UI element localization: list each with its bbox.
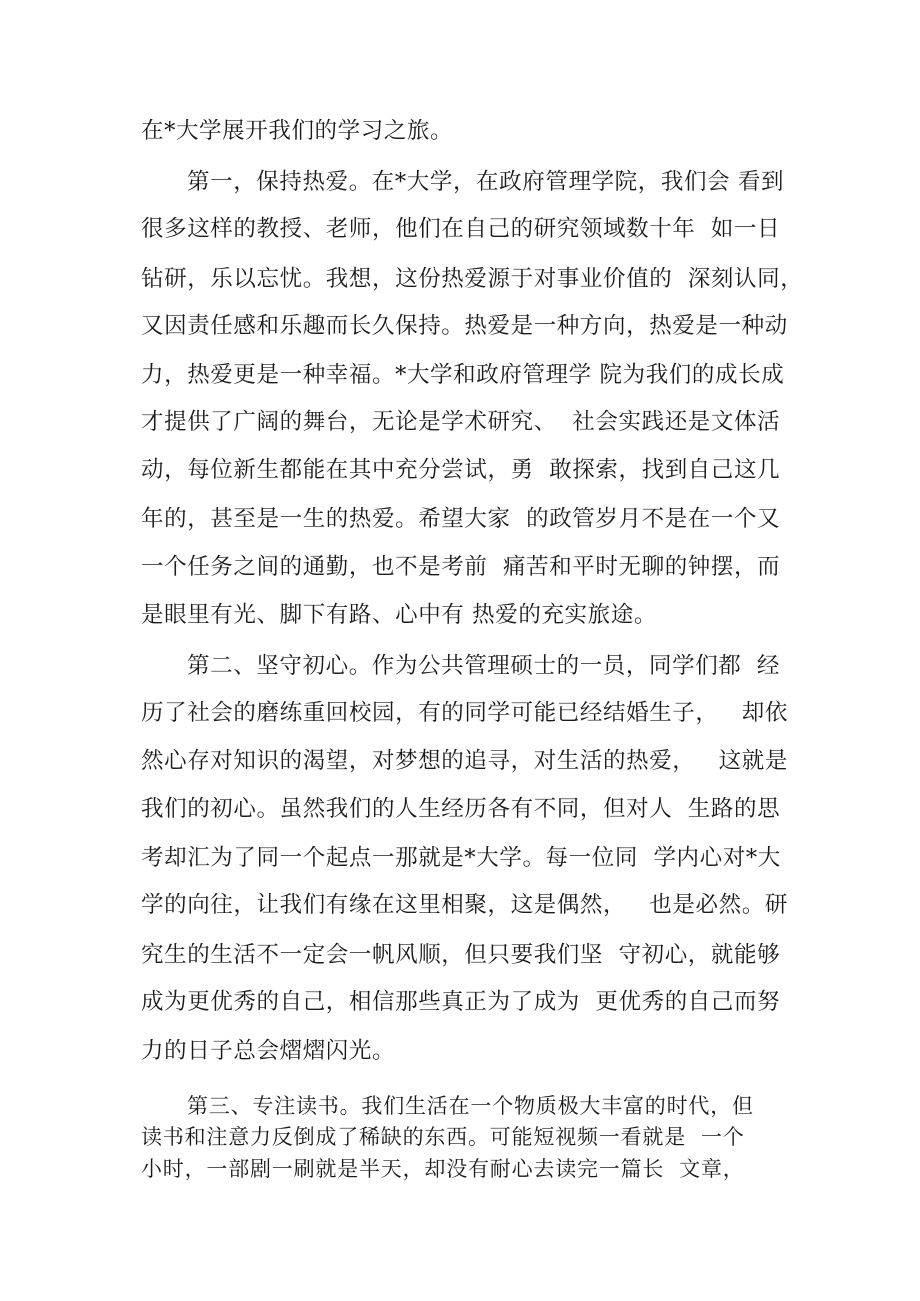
paragraph-1-first-line: 第一，保持热爱。在*大学，在政府管理学院，我们会 看到	[187, 169, 785, 195]
text-line: 又因责任感和乐趣而长久保持。热爱是一种方向，热爱是一种动	[141, 313, 788, 339]
text-line: 钻研，乐以忘忧。我想，这份热爱源于对事业价值的 深刻认同，	[141, 266, 804, 292]
text-line: 力，热爱更是一种幸福。*大学和政府管理学 院为我们的成长成	[141, 362, 785, 388]
text-line: 是眼里有光、脚下有路、心中有 热爱的充实旅途。	[141, 602, 657, 628]
text-line: 才提供了广阔的舞台，无论是学术研究、 社会实践还是文体活	[141, 409, 781, 435]
text-line: 我们的初心。虽然我们的人生经历各有不同，但对人 生路的思	[141, 796, 781, 822]
text-line: 一个任务之间的通勤，也不是考前 痛苦和平时无聊的钟摆，而	[141, 554, 781, 580]
text-line: 然心存对知识的渴望，对梦想的追寻，对生活的热爱， 这就是	[141, 748, 788, 774]
text-line: 小时，一部剧一刷就是半天，却没有耐心去读完一篇长 文章，	[141, 1157, 745, 1181]
text-line: 学的向往，让我们有缘在这里相聚，这是偶然， 也是必然。研	[141, 892, 788, 918]
text-line: 究生的生活不一定会一帆风顺，但只要我们坚 守初心，就能够	[141, 942, 781, 968]
text-line: 动，每位新生都能在其中充分尝试，勇 敢探索，找到自己这几	[141, 457, 781, 483]
text-line: 历了社会的磨练重回校园，有的同学可能已经结婚生子， 却依	[141, 700, 788, 726]
text-line: 年的，甚至是一生的热爱。希望大家 的政管岁月不是在一个又	[141, 506, 781, 532]
text-line: 力的日子总会熠熠闪光。	[141, 1038, 396, 1064]
paragraph-3-first-line: 第三、专注读书。我们生活在一个物质极大丰富的时代，但	[187, 1094, 754, 1118]
text-line: 考却汇为了同一个起点一那就是*大学。每一位同 学内心对*大	[141, 845, 781, 871]
text-line: 成为更优秀的自己，相信那些真正为了成为 更优秀的自己而努	[141, 989, 781, 1015]
text-line: 读书和注意力反倒成了稀缺的东西。可能短视频一看就是 一个	[141, 1125, 745, 1149]
text-line: 在*大学展开我们的学习之旅。	[141, 118, 454, 144]
text-line: 很多这样的教授、老师，他们在自己的研究领域数十年 如一日	[141, 216, 781, 242]
paragraph-2-first-line: 第二、坚守初心。作为公共管理硕士的一员，同学们都 经	[187, 653, 781, 679]
